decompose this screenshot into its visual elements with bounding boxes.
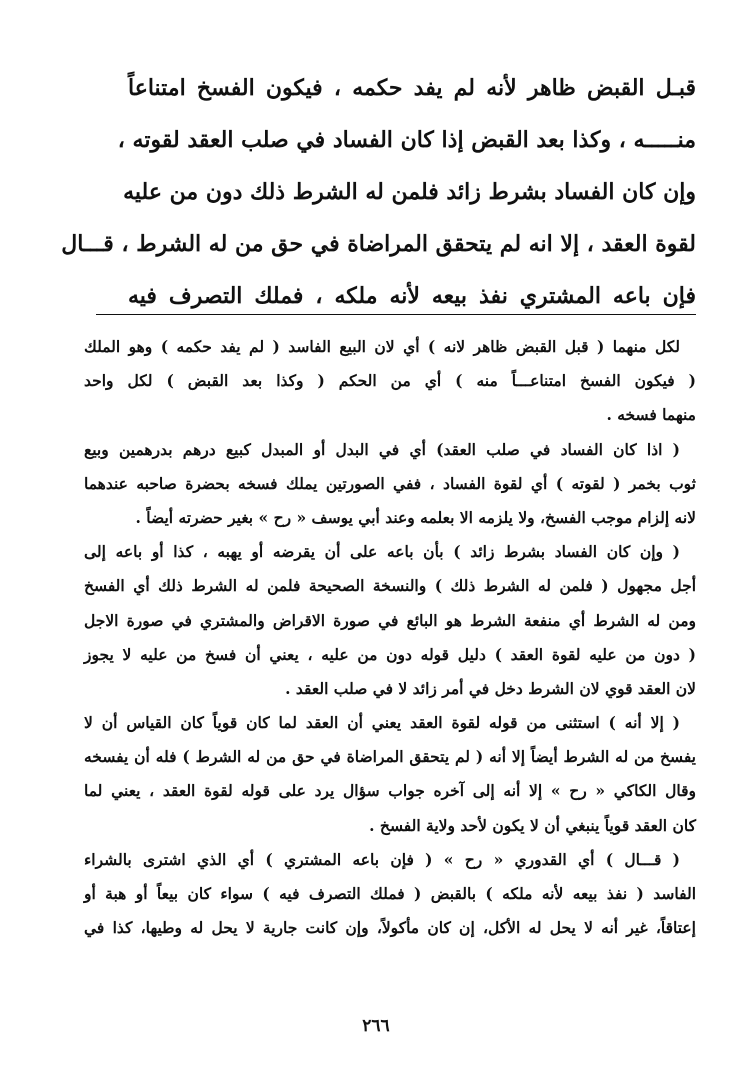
- commentary-line: لان العقد قوي لان الشرط دخل في أمر زائد لا في صلب العقد .: [285, 678, 696, 698]
- commentary-line: أجل مجهول ( فلمن له الشرط ذلك ) والنسخة الصحيحة فلمن له الشرط ذلك أي الفسخ: [84, 576, 696, 596]
- commentary-line: الفاسد ( نفذ بيعه لأنه ملكه ) بالقبض ( فملك التصرف فيه ) سواء كان بيعاً أو هبة أو: [84, 884, 696, 903]
- commentary-block: [84, 330, 696, 945]
- page-number: ٢٦٦: [362, 1016, 390, 1036]
- main-text-line: فإن باعه المشتري نفذ بيعه لأنه ملكه ، فملك التصرف فيه: [128, 283, 697, 309]
- main-text-line: وإن كان الفساد بشرط زائد فلمن له الشرط ذلك دون من عليه: [123, 179, 696, 205]
- commentary-line: وقال الكاكي « رح » إلا أنه إلى آخره جواب سؤال يرد على قوله لقوة العقد ، يعني لما: [84, 781, 696, 801]
- commentary-line: ( إلا أنه ) استثنى من قوله لقوة العقد يعني أن العقد لما كان قوياً كان القياس أن لا: [84, 713, 680, 733]
- commentary-line: يفسخ من له الشرط أيضاً إلا أنه ( لم يتحقق المراضاة في حق من له الشرط ) فله أن يفسخه: [84, 747, 696, 767]
- commentary-line: إعتاقاً، غير أنه لا يحل له الأكل، إن كان مأكولاً، وإن كانت جارية لا يحل له وطيها، كذا في: [84, 918, 696, 938]
- text-divider: [96, 314, 696, 315]
- commentary-line: لانه إلزام موجب الفسخ، ولا يلزمه الا بعلمه وعند أبي يوسف « رح » بغير حضرته أيضاً .: [135, 507, 696, 527]
- main-text-block: [61, 62, 697, 322]
- commentary-line: منهما فسخه .: [606, 405, 696, 425]
- commentary-line: كان العقد قوياً ينبغي أن لا يكون لأحد ولاية الفسخ .: [369, 815, 696, 835]
- main-text-line: لقوة العقد ، إلا انه لم يتحقق المراضاة في حق من له الشرط ، قـــال: [61, 231, 696, 257]
- commentary-line: ( قـــال ) أي القدوري « رح » ( فإن باعه المشتري ) أي الذي اشترى بالشراء: [84, 849, 680, 869]
- commentary-line: ( دون من عليه لقوة العقد ) دليل قوله دون من عليه ، يعني أن فسخ من عليه لا يجوز: [84, 644, 696, 664]
- commentary-line: ( فيكون الفسخ امتناعـــاً منه ) أي من الحكم ( وكذا بعد القبض ) لكل واحد: [84, 371, 696, 391]
- main-text-line: قبـل القبض ظاهر لأنه لم يفد حكمه ، فيكون الفسخ امتناعاً: [128, 75, 696, 101]
- commentary-line: لكل منهما ( قبل القبض ظاهر لانه ) أي لان البيع الفاسد ( لم يفد حكمه ) وهو الملك: [84, 337, 680, 356]
- commentary-line: ثوب بخمر ( لقوته ) أي لقوة الفساد ، ففي الصورتين يملك فسخه بحضرة صاحبه عندهما: [84, 473, 696, 493]
- commentary-line: ( اذا كان الفساد في صلب العقد) أي في البدل أو المبدل كبيع درهم بدرهمين وبيع: [84, 439, 680, 459]
- main-text-line: منـــــه ، وكذا بعد القبض إذا كان الفساد في صلب العقد لقوته ،: [117, 127, 696, 153]
- commentary-line: ومن له الشرط أي منفعة الشرط هو البائع في صورة الاقراض والمشتري في صورة الاجل: [84, 610, 696, 630]
- commentary-line: ( وإن كان الفساد بشرط زائد ) بأن باعه على أن يقرضه أو يهبه ، كذا أو باعه إلى: [84, 542, 680, 562]
